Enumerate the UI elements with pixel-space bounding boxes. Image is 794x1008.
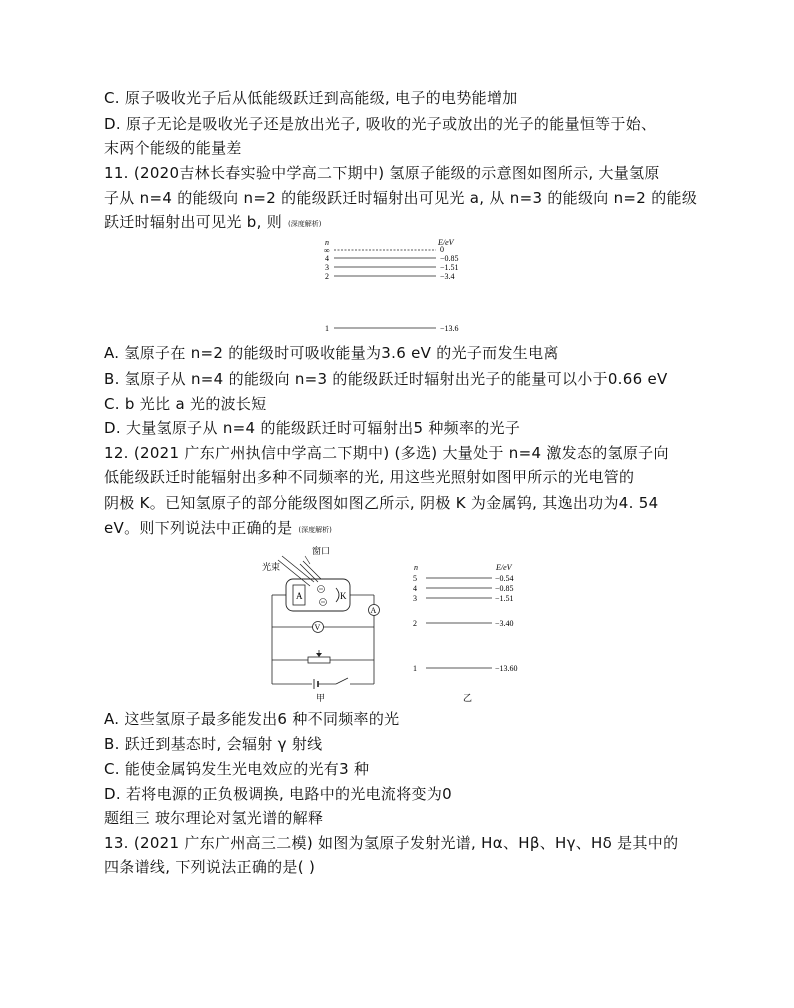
fig2-switch (336, 678, 348, 684)
q12-option-c: C. 能使金属钨发生光电效应的光有3 种 (104, 760, 370, 778)
q12-stem-line3: 阴极 K。已知氢原子的部分能级图如图乙所示, 阴极 K 为金属钨, 其逸出功为4. 54 (104, 494, 659, 512)
fig1-n3: 3 (325, 263, 329, 272)
fig1-n-header: n (325, 238, 329, 247)
fig3-n3: 3 (413, 594, 417, 603)
fig1-n4: 4 (325, 254, 329, 263)
q10-option-d: D. 原子无论是吸收光子还是放出光子, 吸收的光子或放出的光子的能量恒等于始、 (104, 115, 657, 133)
fig1-inf: ∞ (324, 246, 330, 255)
fig3-n2: 2 (413, 619, 417, 628)
q12-stem-line2: 低能级跃迁时能辐射出多种不同频率的光, 用这些光照射如图甲所示的光电管的 (104, 468, 635, 486)
fig3-caption: 乙 (463, 693, 473, 703)
fig2-caption: 甲 (316, 693, 326, 703)
fig2-cathode-label: K (340, 591, 347, 601)
fig3-n4: 4 (413, 584, 417, 593)
q12-stem-line4 (104, 518, 332, 540)
fig2-slider-arrow (316, 653, 322, 657)
fig3-e-header: E/eV (496, 563, 512, 572)
fig2-window-label: 窗口 (312, 546, 331, 556)
fig1-e2: −3.4 (440, 272, 455, 281)
q11-stem-line3 (104, 212, 322, 234)
q12-stem-text: eV。则下列说法中正确的是 (104, 519, 293, 537)
energy-level-diagram-q11 (318, 236, 478, 336)
q11-stem-line2: 子从 n=4 的能级向 n=2 的能级跃迁时辐射出可见光 a, 从 n=3 的能级向 n=2 的能级 (104, 189, 698, 207)
fig2-rheostat (308, 657, 330, 663)
q12-option-d: D. 若将电源的正负极调换, 电路中的光电流将变为0 (104, 785, 452, 803)
fig1-e-header: E/eV (438, 238, 454, 247)
q11-option-d: D. 大量氢原子从 n=4 的能级跃迁时可辐射出5 种频率的光子 (104, 419, 521, 437)
q12-stem-line1: 12. (2021 广东广州执信中学高二下期中) (多选) 大量处于 n=4 激发态的氢原子向 (104, 444, 669, 462)
q11-stem-text: 跃迁时辐射出可见光 b, 则 (104, 213, 283, 231)
fig3-e5: −0.54 (495, 574, 514, 583)
fig1-e4: −0.85 (440, 254, 459, 263)
fig3-n-header: n (414, 563, 418, 572)
q13-stem-line2: 四条谱线, 下列说法正确的是( ) (104, 858, 316, 876)
fig1-n1: 1 (325, 324, 329, 333)
fig3-n1: 1 (413, 664, 417, 673)
fig3-e2: −3.40 (495, 619, 514, 628)
fig3-n5: 5 (413, 574, 417, 583)
fig2-beam-line1 (278, 560, 310, 586)
fig3-e3: −1.51 (495, 594, 514, 603)
q11-option-b: B. 氢原子从 n=4 的能级向 n=3 的能级跃迁时辐射出光子的能量可以小于0.66 eV (104, 370, 668, 388)
q11-option-a: A. 氢原子在 n=2 的能级时可吸收能量为3.6 eV 的光子而发生电离 (104, 344, 559, 362)
energy-level-diagram-q12 (408, 560, 538, 705)
photoelectric-circuit-diagram (258, 542, 388, 704)
q12-option-b: B. 跃迁到基态时, 会辐射 γ 射线 (104, 735, 323, 753)
q11-option-c: C. b 光比 a 光的波长短 (104, 395, 267, 413)
q11-stem-line1: 11. (2020吉林长春实验中学高二下期中) 氢原子能级的示意图如图所示, 大量氢原 (104, 164, 660, 182)
q10-option-c: C. 原子吸收光子后从低能级跃迁到高能级, 电子的电势能增加 (104, 89, 518, 107)
q13-stem-line1: 13. (2021 广东广州高三二模) 如图为氢原子发射光谱, Hα、Hβ、Hγ、Hδ 是其中的 (104, 834, 679, 852)
q10-option-d-cont: 末两个能级的能量差 (104, 139, 242, 157)
fig2-voltmeter-label: V (314, 623, 321, 632)
fig1-n2: 2 (325, 272, 329, 281)
fig1-e3: −1.51 (440, 263, 459, 272)
fig1-e-inf: 0 (440, 245, 444, 254)
fig1-e1: −13.6 (440, 324, 459, 333)
q11-tag: (深度解析) (288, 220, 322, 228)
section-heading: 题组三 玻尔理论对氢光谱的解释 (104, 809, 324, 827)
q12-option-a: A. 这些氢原子最多能发出6 种不同频率的光 (104, 710, 400, 728)
fig3-e1: −13.60 (495, 664, 518, 673)
fig2-ammeter-label: A (370, 606, 377, 615)
fig3-e4: −0.85 (495, 584, 514, 593)
q12-tag: (深度解析) (298, 526, 332, 534)
fig2-beam-label: 光束 (262, 562, 281, 572)
fig2-cathode (336, 588, 339, 602)
fig2-anode-label: A (296, 591, 303, 601)
fig2-window-pointer (305, 556, 310, 564)
fig2-beam-line2 (282, 556, 314, 582)
